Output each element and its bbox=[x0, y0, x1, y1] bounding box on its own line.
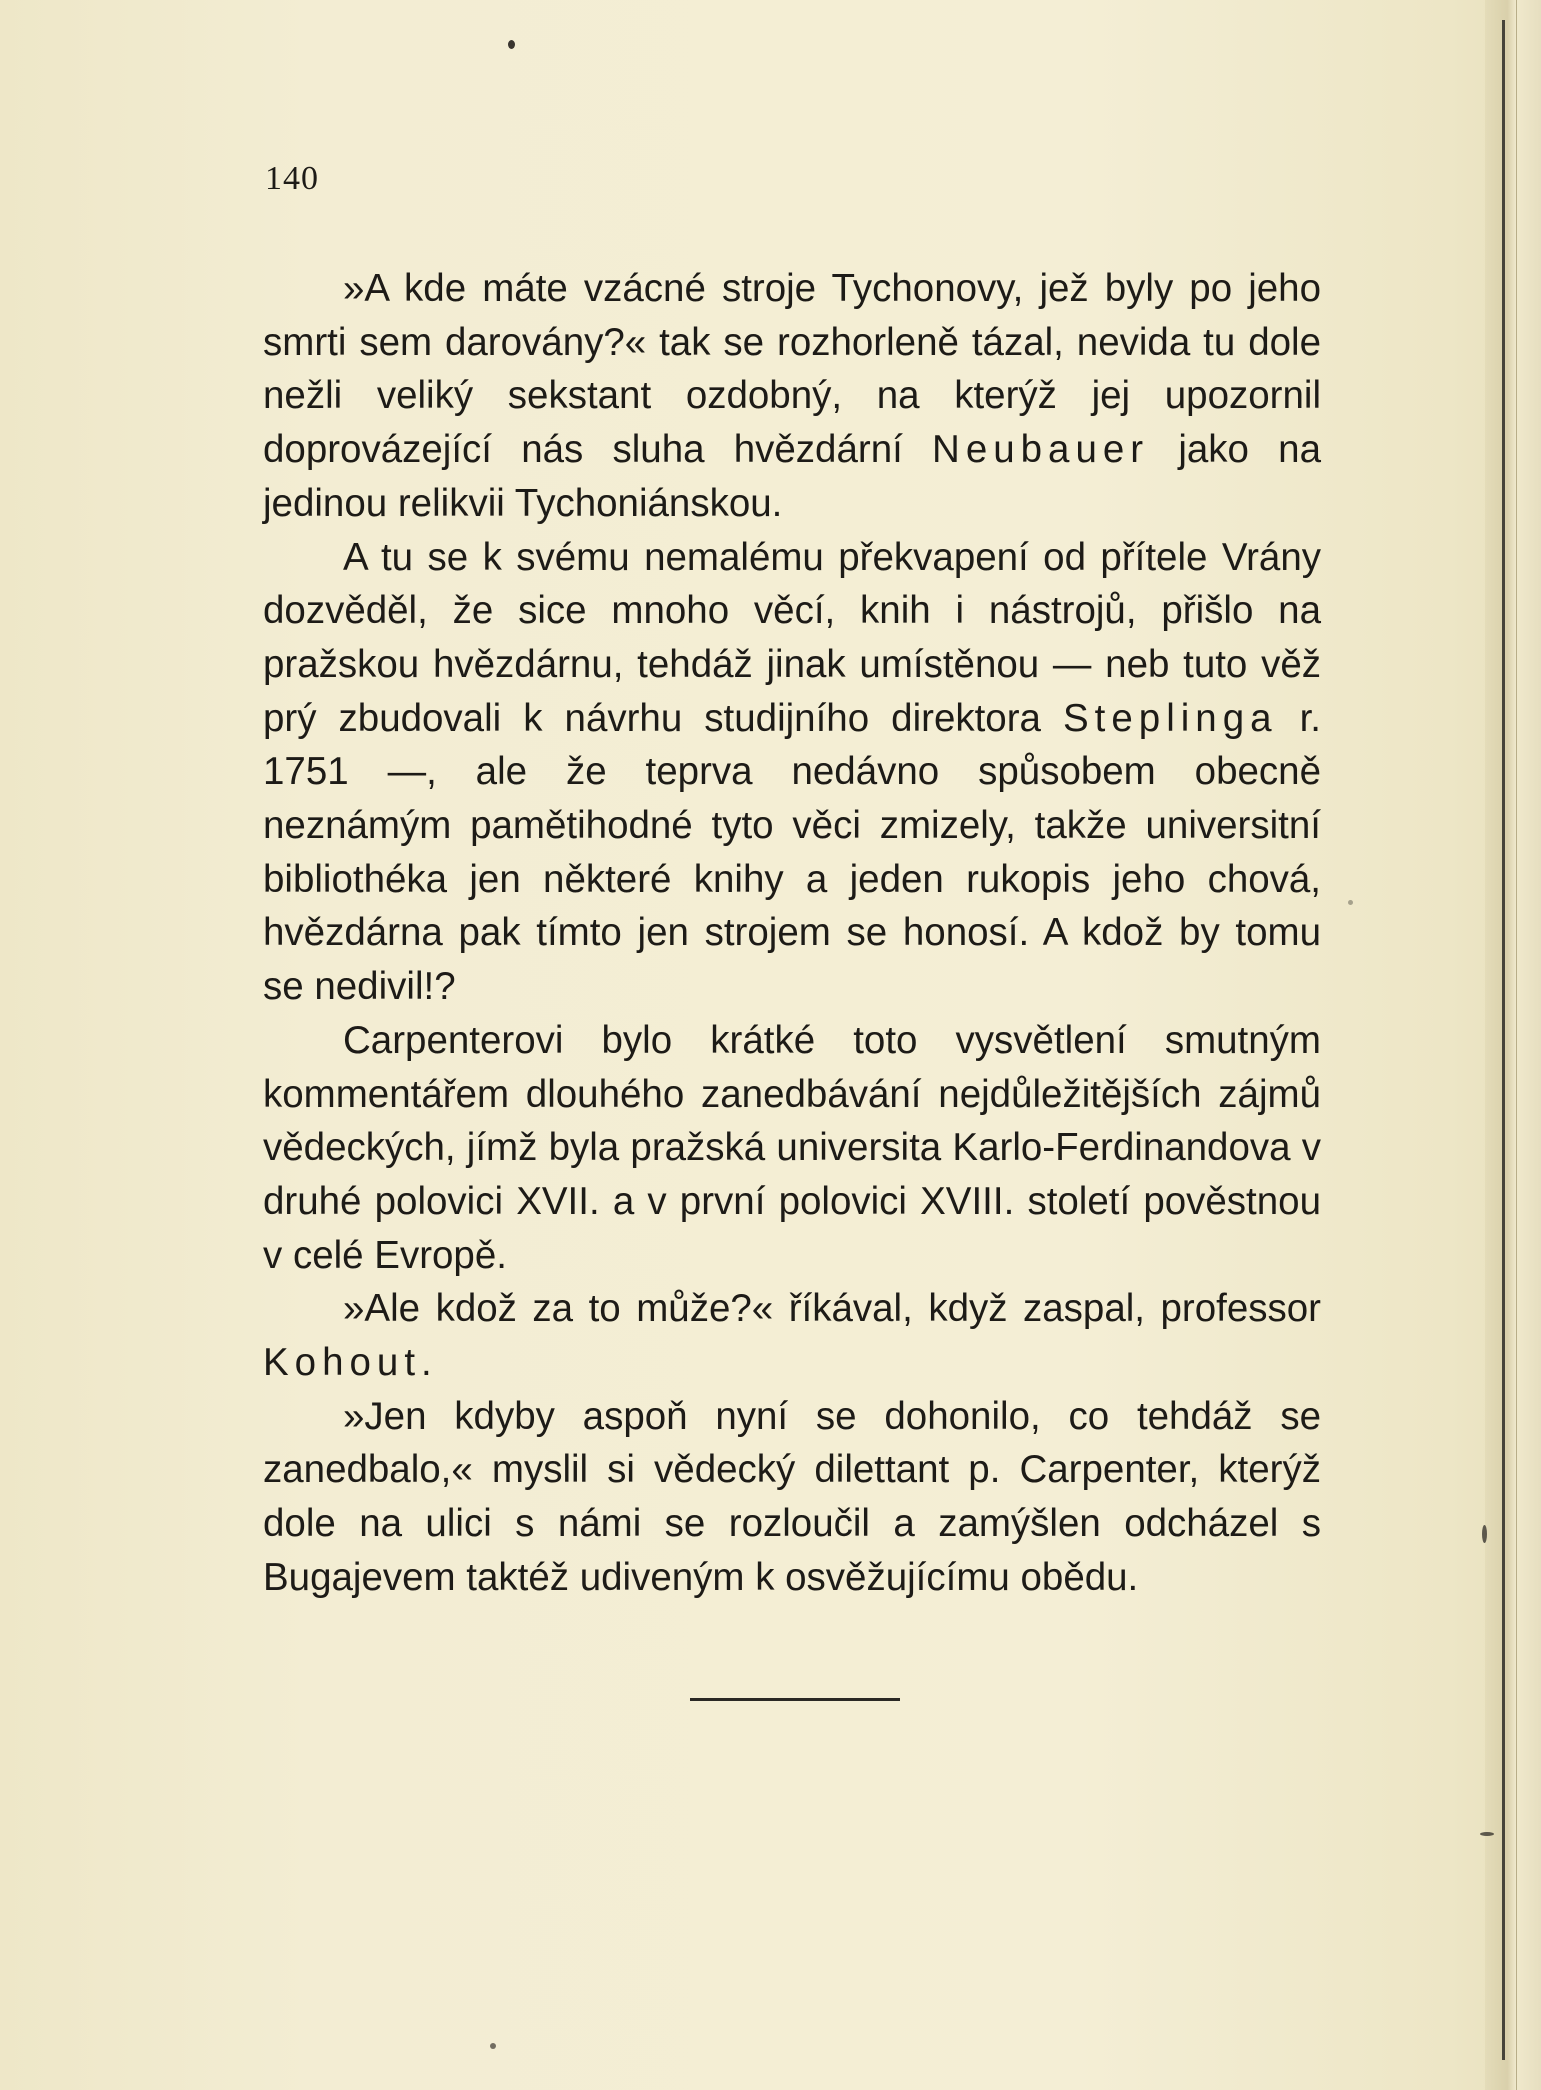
paragraph bbox=[263, 262, 1321, 531]
page-number: 140 bbox=[265, 160, 319, 197]
print-speck bbox=[1480, 1832, 1494, 1836]
binding-edge-line bbox=[1516, 0, 1517, 2090]
paragraph-text: jako na jedinou relikvii Tychoniánskou. bbox=[263, 428, 1321, 525]
paragraph-text: »Jen kdyby aspoň nyní se dohonilo, co tehdáž se zanedbalo,« myslil si vědecký dilettant p. Carpenter, kterýž dole na ulici s námi se rozloučil a zamýšlen odcházel s Bugajevem taktéž udiveným k osvěžujícímu obědu. bbox=[263, 1394, 1321, 1599]
print-speck bbox=[1482, 1525, 1487, 1543]
binding-edge bbox=[1485, 0, 1541, 2090]
paragraph-text: »Ale kdož za to může?« říkával, když zaspal, professor bbox=[343, 1287, 1321, 1331]
paragraph bbox=[263, 531, 1321, 1014]
binding-gutter-line bbox=[1502, 20, 1505, 2060]
paragraph-text: r. 1751 —, ale že teprva nedávno spůsobem obecně neznámým pamětihodné tyto věci zmizely, takže universitní bibliothéka jen některé knihy a jeden rukopis jeho chová, hvězdárna pak tímto jen strojem se honosí. A kdož by tomu se nedivil!? bbox=[263, 696, 1321, 1009]
print-speck bbox=[1348, 900, 1353, 905]
paragraph bbox=[263, 1282, 1321, 1389]
end-rule bbox=[690, 1698, 900, 1701]
paragraph-text: Carpenterovi bylo krátké toto vysvětlení smutným kommentářem dlouhého zanedbávání nejdůležitějších zájmů vědeckých, jímž byla pražská universita Karlo-Ferdinandova v druhé polovici XVII. a v první polovici XVIII. století pověstnou v celé Evropě. bbox=[263, 1018, 1321, 1277]
spaced-name: Kohout bbox=[263, 1341, 422, 1385]
paragraph bbox=[263, 1014, 1321, 1283]
print-speck bbox=[508, 40, 515, 49]
spaced-name: Neubauer bbox=[932, 428, 1150, 472]
print-speck bbox=[490, 2043, 496, 2049]
paragraph-text: »A kde máte vzácné stroje Tychonovy, jež byly po jeho smrti sem darovány?« tak se rozhorleně tázal, nevida tu dole nežli veliký sekstant ozdobný, na kterýž jej upozornil doprovázející nás sluha hvězdární bbox=[263, 267, 1321, 472]
paragraph-text: A tu se k svému nemalému překvapení od přítele Vrány dozvěděl, že sice mnoho věcí, knih i nástrojů, přišlo na pražskou hvězdárnu, tehdáž jinak umístěnou — neb tuto věž prý zbudovali k návrhu studijního direktora bbox=[263, 535, 1321, 740]
body-text bbox=[263, 262, 1321, 1605]
paragraph bbox=[263, 1390, 1321, 1605]
spaced-name: Steplinga bbox=[1063, 696, 1278, 740]
paragraph-text: . bbox=[421, 1341, 432, 1385]
